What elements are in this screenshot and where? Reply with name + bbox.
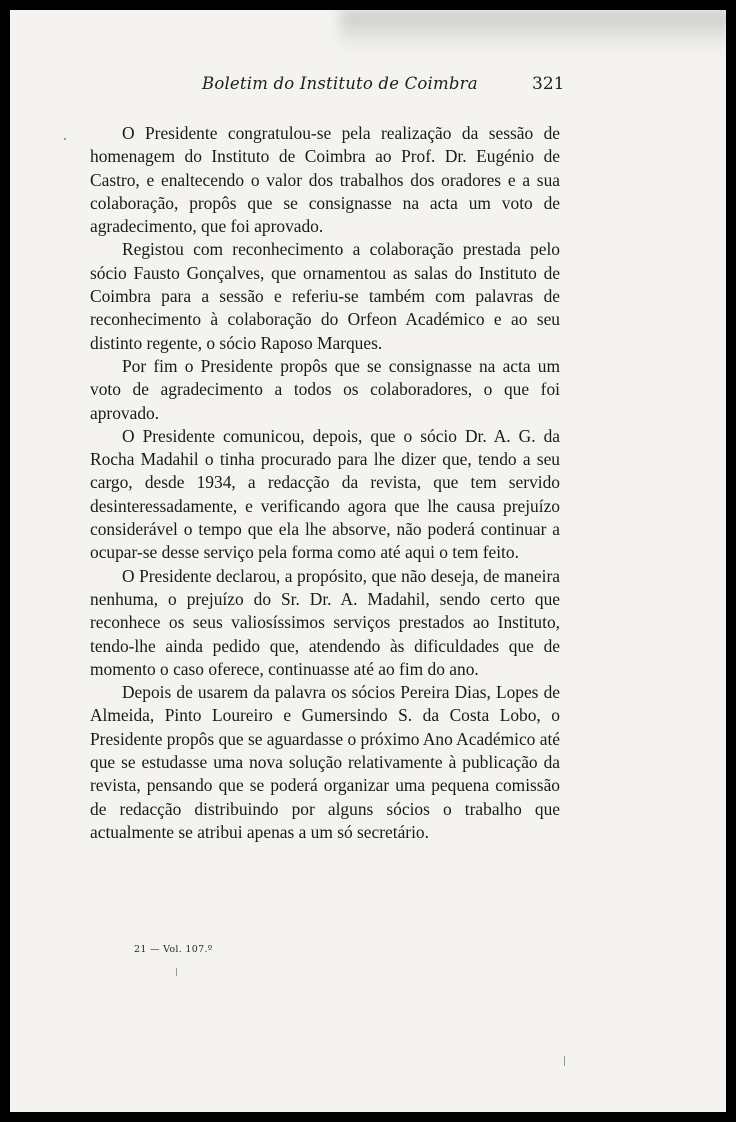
printer-signature: 21 — Vol. 107.º	[134, 944, 213, 955]
scan-speck	[564, 1056, 565, 1066]
document-page	[10, 10, 726, 1112]
scan-shadow	[340, 10, 726, 50]
paragraph: O Presidente declarou, a propósito, que não deseja, de maneira nenhuma, o prejuízo do Sr. Dr. A. Madahil, sendo certo que reconhece os seus valiosíssimos serviços prestados ao Instituto, tendo-lhe ainda pedido que, atendendo às dificuldades que de momento o caso oferece, continuasse até ao fim do ano.	[90, 565, 560, 679]
paragraph: Depois de usarem da palavra os sócios Pereira Dias, Lopes de Almeida, Pinto Loureiro e Gumersindo S. da Costa Lobo, o Presidente propôs que se aguardasse o próximo Ano Académico até que se estudasse uma nova solução relativamente à publicação da revista, pensando que se poderá organizar uma pequena comissão de redacção distribuindo por alguns sócios o trabalho que actualmente se atribui apenas a um só secretário.	[90, 682, 560, 842]
scan-speck	[64, 138, 66, 140]
paragraph: O Presidente congratulou-se pela realização da sessão de homenagem do Instituto de Coimbra ao Prof. Dr. Eugénio de Castro, e enaltecendo o valor dos trabalhos dos oradores e a sua colaboração, propôs que se consignasse na acta um voto de agradecimento, que foi aprovado.	[90, 123, 560, 237]
paragraph: Registou com reconhecimento a colaboração prestada pelo sócio Fausto Gonçalves, que ornamentou as salas do Instituto de Coimbra para a sessão e referiu-se também com palavras de reconhecimento à colaboração do Orfeon Académico e ao seu distinto regente, o sócio Raposo Marques.	[90, 239, 560, 353]
journal-title: Boletim do Instituto de Coimbra	[202, 74, 478, 93]
scan-speck	[176, 968, 177, 976]
paragraph: Por fim o Presidente propôs que se consignasse na acta um voto de agradecimento a todos os colaboradores, o que foi aprovado.	[90, 355, 560, 423]
page-number: 321	[532, 74, 565, 94]
running-header	[10, 72, 726, 100]
body-text	[90, 122, 560, 844]
paragraph: O Presidente comunicou, depois, que o sócio Dr. A. G. da Rocha Madahil o tinha procurado para lhe dizer que, tendo a seu cargo, desde 1934, a redacção da revista, que tem servido desinteressadamente, e verificando agora que lhe causa prejuízo considerável o tempo que ela lhe absorve, não poderá continuar a ocupar-se desse serviço pela forma como até aqui o tem feito.	[90, 425, 560, 563]
